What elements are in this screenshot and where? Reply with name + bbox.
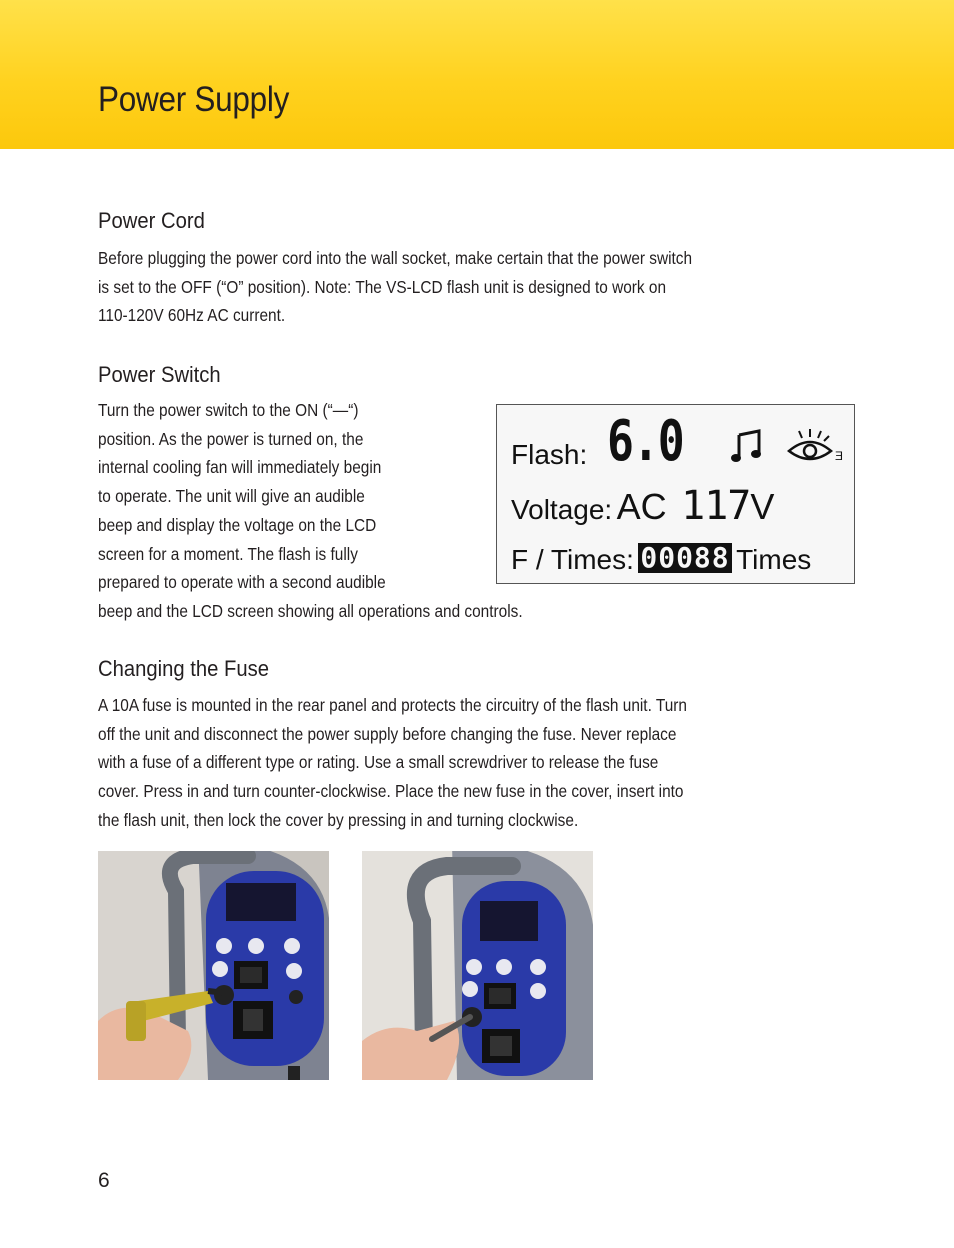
lcd-voltage-unit: V (750, 486, 775, 527)
lcd-flash-label: Flash: (511, 439, 588, 470)
text-line: off the unit and disconnect the power supply before changing the fuse. Never replace (98, 723, 677, 744)
section-heading-power-switch: Power Switch (98, 362, 221, 387)
text-line: prepared to operate with a second audible (98, 572, 386, 593)
lcd-eye-suffix: E (835, 449, 844, 463)
text-line: is set to the OFF (“O” position). Note: The VS-LCD flash unit is designed to work on (98, 276, 667, 297)
music-note-icon (731, 429, 763, 470)
page-title: Power Supply (98, 80, 290, 119)
text-line: internal cooling fan will immediately begin (98, 457, 382, 478)
text-line: cover. Press in and turn counter-clockwise. Place the new fuse in the cover, insert into (98, 781, 684, 802)
eye-icon (787, 429, 833, 468)
text-line: beep and display the voltage on the LCD (98, 514, 377, 535)
power-cord-paragraph (98, 244, 692, 330)
text-line: position. As the power is turned on, the (98, 428, 364, 449)
text-line: A 10A fuse is mounted in the rear panel and protects the circuitry of the flash unit. Turn (98, 695, 687, 715)
page-number: 6 (98, 1169, 110, 1192)
lcd-voltage-value: 117 (681, 483, 751, 529)
lcd-voltage-prefix: AC (616, 486, 667, 527)
text-line: beep and the LCD screen showing all operations and controls. (98, 600, 523, 621)
text-line: with a fuse of a different type or rating. Use a small screwdriver to release the fuse (98, 752, 659, 773)
lcd-times-label: F / Times: (511, 544, 634, 575)
text-line: the flash unit, then lock the cover by pressing in and turning clockwise. (98, 809, 579, 830)
fuse-removal-photo-2 (362, 851, 593, 1080)
lcd-display-illustration (496, 404, 855, 584)
lcd-times-value: 00088 (640, 541, 730, 574)
text-line: 110-120V 60Hz AC current. (98, 305, 286, 326)
text-line: Turn the power switch to the ON (“—“) (98, 400, 359, 420)
text-line: Before plugging the power cord into the wall socket, make certain that the power switch (98, 248, 693, 268)
power-switch-paragraph (98, 396, 523, 626)
lcd-times-row (511, 543, 811, 576)
text-line: screen for a moment. The flash is fully (98, 543, 358, 564)
text-line: to operate. The unit will give an audible (98, 486, 365, 507)
fuse-removal-photo-1 (98, 851, 329, 1080)
section-heading-changing-fuse: Changing the Fuse (98, 656, 270, 681)
header-band (0, 0, 954, 149)
lcd-times-unit: Times (736, 544, 812, 575)
section-heading-power-cord: Power Cord (98, 208, 205, 233)
lcd-voltage-label: Voltage: (511, 494, 613, 525)
lcd-flash-value: 6.0 (607, 409, 684, 474)
changing-fuse-paragraph (98, 691, 687, 835)
lcd-voltage-row (511, 483, 774, 529)
